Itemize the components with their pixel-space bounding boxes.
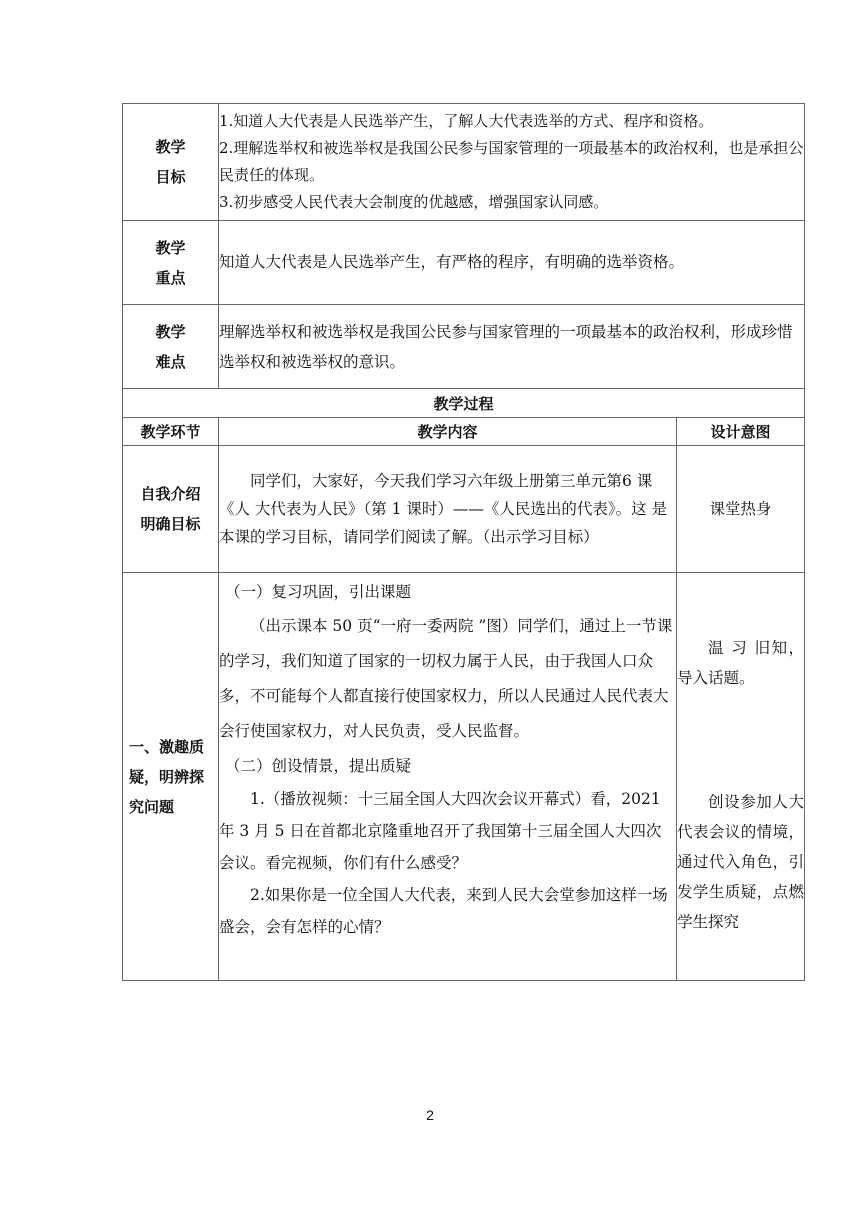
goal-item: 3.初步感受人民代表大会制度的优越感，增强国家认同感。	[219, 193, 609, 211]
section1-content	[219, 573, 677, 981]
intro-intent: 课堂热身	[677, 446, 805, 573]
section1-q1: 1.（播放视频：十三届全国人大四次会议开幕式）看，2021 年 3 月 5 日在首都北京隆重地召开了我国第十三届全国人大四次会议。看完视频，你们有什么感受？	[219, 790, 662, 872]
process-header-row	[123, 418, 805, 446]
section1-intent	[677, 573, 805, 981]
section1-intent1: 温 习 旧知，导入话题。	[677, 639, 805, 687]
intro-row	[123, 446, 805, 573]
header-content: 教学内容	[219, 418, 677, 446]
section1-sub2-title: （二）创设情景，提出质疑	[225, 757, 412, 775]
key-points-content: 知道人大代表是人民选举产生，有严格的程序，有明确的选举资格。	[219, 221, 805, 305]
intro-content: 同学们，大家好，今天我们学习六年级上册第三单元第6 课《人 大代表为人民》（第 1 课时）——《人民选出的代表》。这 是本课的学习目标，请同学们阅读了解。（出示学习目标）	[219, 446, 677, 573]
goals-row	[123, 104, 805, 221]
key-points-label: 教学 重点	[123, 221, 219, 305]
section1-row	[123, 573, 805, 981]
section1-stage: 一、激趣质疑，明辨探究问题	[123, 573, 219, 981]
lesson-plan-table	[122, 103, 805, 981]
section1-sub1-title: （一）复习巩固，引出课题	[225, 583, 412, 601]
goal-item: 2.理解选举权和被选举权是我国公民参与国家管理的一项最基本的政治权利，也是承担公民责任的体现。	[219, 139, 804, 184]
header-stage: 教学环节	[123, 418, 219, 446]
section1-intent2: 创设参加人大代表会议的情境，通过代入角色，引发学生质疑，点燃学生探究	[677, 793, 805, 931]
section1-sub1-text: （出示课本 50 页“一府一委两院 ”图）同学们，通过上一节课的学习，我们知道了国家的一切权力属于人民，由于我国人口众多，不可能每个人都直接行使国家权力，所以人民通过人民代表大会行使国家权力，对人民负责，受人民监督。	[219, 617, 673, 740]
process-title-row	[123, 389, 805, 418]
difficulties-row	[123, 305, 805, 389]
process-title: 教学过程	[123, 389, 805, 418]
goals-label: 教学 目标	[123, 104, 219, 221]
section1-q2: 2.如果你是一位全国人大代表，来到人民大会堂参加这样一场盛会，会有怎样的心情？	[219, 886, 668, 936]
page-number: 2	[426, 1107, 434, 1123]
header-intent: 设计意图	[677, 418, 805, 446]
goal-item: 1.知道人大代表是人民选举产生，了解人大代表选举的方式、程序和资格。	[219, 112, 714, 130]
difficulties-content: 理解选举权和被选举权是我国公民参与国家管理的一项最基本的政治权利，形成珍惜选举权和被选举权的意识。	[219, 305, 805, 389]
key-points-row	[123, 221, 805, 305]
goals-content	[219, 104, 805, 221]
difficulties-label: 教学 难点	[123, 305, 219, 389]
intro-stage: 自我介绍 明确目标	[123, 446, 219, 573]
